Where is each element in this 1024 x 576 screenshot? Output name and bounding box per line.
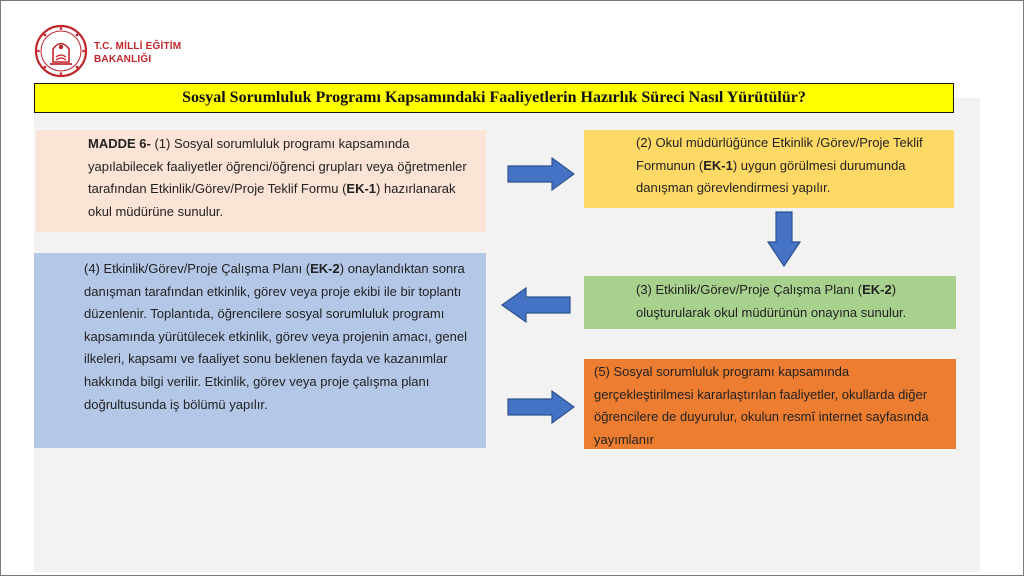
arrow-down-icon: [766, 210, 802, 268]
step-1-ref: EK-1: [346, 181, 377, 197]
ministry-name-line1: T.C. MİLLİ EĞİTİM: [94, 41, 182, 52]
step-4-text: [42, 258, 478, 416]
ministry-name: [94, 40, 181, 66]
page-title: Sosyal Sorumluluk Programı Kapsamındaki Faaliyetlerin Hazırlık Süreci Nasıl Yürütülür?: [34, 83, 954, 113]
step-1-text-a: (1) Sosyal sorumluluk programı kapsamında yapılabilecek faaliyetler öğrenci/öğrenci grupları veya öğretmenler tarafından Etkinlik/Görev/Proje Teklif Formu (: [88, 136, 467, 197]
step-3-ref: EK-2: [862, 282, 892, 297]
step-3-text-a: (3) Etkinlik/Görev/Proje Çalışma Planı (: [636, 282, 863, 297]
arrow-left-icon: [500, 286, 572, 324]
step-2-ref: EK-1: [703, 157, 733, 173]
step-5-text: (5) Sosyal sorumluluk programı kapsamında gerçekleştirilmesi kararlaştırılan faaliyetler, okullarda diğer öğrencilere de duyurulur, okulun resmî internet sayfasında yayımlanır: [594, 364, 929, 447]
step-4-text-a: (4) Etkinlik/Görev/Proje Çalışma Planı (: [84, 261, 311, 276]
step-3-box: [584, 276, 956, 329]
step-1-text: [46, 133, 476, 223]
step-4-text-b: ) onaylandıktan sonra danışman tarafından etkinlik, görev veya proje ekibi ile bir toplantı düzenlenir. Toplantıda, öğrencilere sosyal sorumluluk programı kapsamında yürütülecek etkinlik, görev veya projenin amacı, genel ilkeleri, kapsamı ve faaliyet sonu beklenen fayda ve kazanımlar hakkında bilgi verilir. Etkinlik, görev veya proje çalışma planı doğrultusunda iş bölümü yapılır.: [84, 261, 467, 412]
step-4-box: [34, 253, 486, 448]
step-1-madde: MADDE 6-: [88, 136, 151, 151]
step-2-text: [594, 132, 946, 200]
ministry-name-line2: BAKANLIĞI: [94, 54, 152, 65]
step-2-text-a: (2) Okul müdürlüğünce Etkinlik /Görev/Proje Teklif Formunun (: [636, 135, 923, 173]
step-2-box: [584, 130, 954, 208]
step-3-text-b: ) oluşturularak okul müdürünün onayına sunulur.: [636, 282, 907, 320]
ministry-logo-icon: [34, 24, 88, 78]
arrow-right-icon: [506, 156, 576, 192]
step-3-text: [594, 279, 948, 324]
arrow-right-icon: [506, 389, 576, 425]
step-1-box: [36, 130, 486, 232]
step-5-box: [584, 359, 956, 449]
step-1-text-b: ) hazırlanarak okul müdürüne sunulur.: [88, 181, 456, 219]
step-4-ref: EK-2: [310, 261, 340, 276]
step-2-text-b: ) uygun görülmesi durumunda danışman görevlendirmesi yapılır.: [636, 157, 906, 196]
